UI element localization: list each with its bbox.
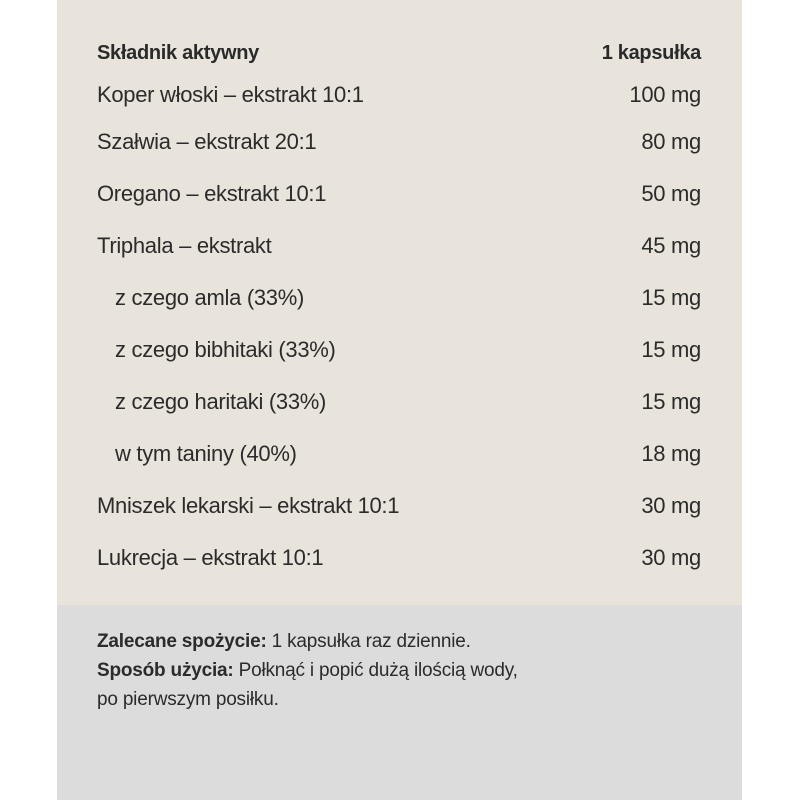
table-row: [97, 480, 701, 532]
ingredient-amount: 80 mg: [641, 129, 701, 154]
ingredient-name: Lukrecja – ekstrakt 10:1: [97, 545, 324, 570]
amount-column-header: 1 kapsułka: [601, 41, 701, 64]
recommended-intake-text: 1 kapsułka raz dziennie.: [266, 631, 471, 652]
ingredient-name: z czego amla (33%): [115, 285, 305, 310]
ingredient-name: z czego bibhitaki (33%): [115, 337, 336, 362]
ingredient-column-header: Składnik aktywny: [97, 41, 259, 64]
recommended-intake-line: [97, 627, 717, 656]
ingredient-amount: 15 mg: [641, 389, 701, 414]
ingredient-name: Mniszek lekarski – ekstrakt 10:1: [97, 493, 400, 518]
table-row-sub: [97, 376, 701, 428]
ingredients-table: [97, 32, 701, 584]
recommended-intake-label: Zalecane spożycie:: [97, 631, 267, 652]
method-of-use-line-2: po pierwszym posiłku.: [97, 689, 279, 710]
ingredient-name: Szałwia – ekstrakt 20:1: [97, 129, 317, 154]
ingredient-amount: 18 mg: [641, 441, 701, 466]
ingredient-amount: 15 mg: [641, 285, 701, 310]
ingredient-amount: 30 mg: [641, 545, 701, 570]
method-of-use-text: Połknąć i popić dużą ilością wody,: [233, 660, 518, 681]
table-row: [97, 168, 701, 220]
table-row: [97, 116, 701, 168]
ingredient-name: Oregano – ekstrakt 10:1: [97, 181, 327, 206]
ingredient-name: w tym taniny (40%): [115, 441, 297, 466]
ingredient-amount: 30 mg: [641, 493, 701, 518]
method-of-use-label: Sposób użycia:: [97, 660, 234, 681]
ingredient-name: Triphala – ekstrakt: [97, 233, 272, 258]
table-row-sub: [97, 272, 701, 324]
table-row: [97, 74, 701, 116]
table-row: [97, 220, 701, 272]
ingredient-amount: 50 mg: [641, 181, 701, 206]
supplement-facts-panel: [57, 0, 742, 800]
ingredient-amount: 100 mg: [629, 82, 701, 107]
table-row: [97, 532, 701, 584]
ingredient-name: Koper włoski – ekstrakt 10:1: [97, 82, 364, 107]
ingredient-name: z czego haritaki (33%): [115, 389, 327, 414]
ingredient-amount: 15 mg: [641, 337, 701, 362]
table-header: [97, 32, 701, 74]
table-row-sub: [97, 428, 701, 480]
method-of-use-line: [97, 656, 717, 685]
ingredient-amount: 45 mg: [641, 233, 701, 258]
usage-section: [57, 605, 742, 800]
usage-text: [97, 627, 717, 714]
table-row-sub: [97, 324, 701, 376]
